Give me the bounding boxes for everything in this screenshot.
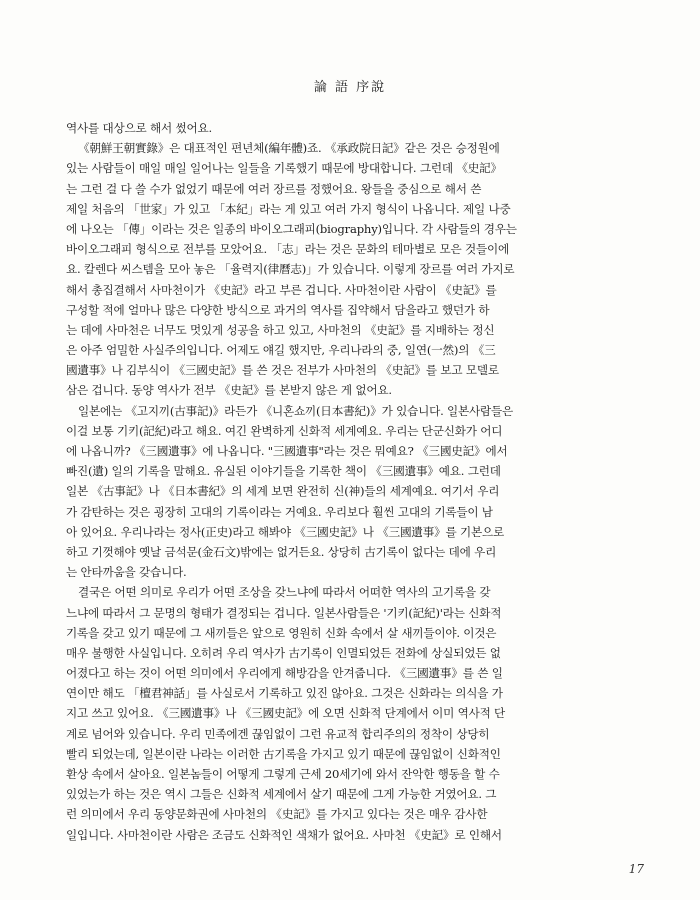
text-line: 매우 불행한 사실입니다. 오히려 우리 역사가 古기록이 인멸되었든 전화에 상실되었든 없 xyxy=(66,645,501,660)
page-number: 17 xyxy=(628,862,644,876)
text-line: 아 있어요. 우리나라는 정사(正史)라고 해봐야 《三國史記》나 《三國遺事》를 기본으로 xyxy=(66,524,505,539)
running-header: 論 語 序說 xyxy=(313,80,387,95)
text-line: 이걸 보통 기키(記紀)라고 해요. 여긴 완벽하게 신화적 세계예요. 우리는 단군신화가 어디 xyxy=(66,423,503,438)
text-line: 빨리 되었는데, 일본이란 나라는 이러한 古기록을 가지고 있기 때문에 끊임없이 신화적인 xyxy=(66,746,501,761)
text-line: 가 감탄하는 것은 굉장히 고대의 기록이라는 거예요. 우리보다 훨씬 고대의 기록들이 남 xyxy=(66,504,493,519)
paragraph xyxy=(66,118,644,138)
text-line: 《朝鮮王朝實錄》은 대표적인 편년체(編年體)죠. 《承政院日記》같은 것은 승정원에 xyxy=(78,141,500,156)
paragraph xyxy=(66,582,644,844)
text-line: 삼은 겁니다. 동양 역사가 전부 《史記》를 본받지 않은 게 없어요. xyxy=(66,383,392,398)
text-line: 지고 쓰고 있어요. 《三國遺事》나 《三國史記》에 오면 신화적 단계에서 이미 역사적 단 xyxy=(66,706,506,721)
text-line: 는 안타까움을 갖습니다. xyxy=(66,565,187,580)
text-line: 있었는가 하는 것은 역시 그들은 신화적 세계에서 살기 때문에 그게 가능한 거였어요. 그 xyxy=(66,787,497,802)
text-line: 빠진(遺) 일의 기록을 말해요. 유실된 이야기들을 기록한 책이 《三國遺事》예요. 그런데 xyxy=(66,464,501,479)
paragraph xyxy=(66,138,644,400)
text-line: 에 나옵니까? 《三國遺事》에 나옵니다. "三國遺事"라는 것은 뭐예요? 《三國史記》에서 xyxy=(66,444,508,458)
text-line: 하고 기껏해야 옛날 금석문(金石文)밖에는 없거든요. 상당히 古기록이 없다는 데에 우리 xyxy=(66,544,497,559)
text-line: 일입니다. 사마천이란 사람은 조금도 신화적인 색채가 없어요. 사마천 《史記》로 인해서 xyxy=(66,827,502,842)
text-line: 역사를 대상으로 해서 썼어요. xyxy=(66,121,212,135)
text-line: 어졌다고 하는 것이 어떤 의미에서 우리에게 해방감을 안겨줍니다. 《三國遺事》를 쓴 일 xyxy=(66,666,503,681)
paragraph xyxy=(66,401,644,583)
text-line: 연이만 해도 「檀君神話」를 사실로서 기록하고 있진 않아요. 그것은 신화라는 의식을 가 xyxy=(66,686,503,701)
text-line: 는 그런 걸 다 쓸 수가 없었기 때문에 여러 장르를 정했어요. 왕들을 중심으로 해서 쓴 xyxy=(66,181,482,196)
body-text xyxy=(66,118,644,845)
text-line: 느냐에 따라서 그 문명의 형태가 결정되는 겁니다. 일본사람들은 '기키(記紀)'라는 신화적 xyxy=(66,605,502,620)
text-line: 國遺事》나 김부식이 《三國史記》를 쓴 것은 전부가 사마천의 《史記》를 보고 모델로 xyxy=(66,363,499,378)
text-line: 런 의미에서 우리 동양문화권에 사마천의 《史記》를 가지고 있다는 것은 매우 감사한 xyxy=(66,807,488,822)
text-line: 결국은 어떤 의미로 우리가 어떤 조상을 갖느냐에 따라서 어떠한 역사의 고기록을 갖 xyxy=(78,585,491,600)
text-line: 바이오그래피 형식으로 전부를 모았어요. 「志」라는 것은 문화의 테마별로 모은 것들이에 xyxy=(66,242,510,257)
text-line: 계로 넘어와 있습니다. 우리 민족에겐 끊임없이 그런 유교적 합리주의의 정착이 상당히 xyxy=(66,726,490,741)
text-line: 해서 총집결해서 사마천이가 《史記》라고 부른 겁니다. 사마천이란 사람이 《史記》를 xyxy=(66,282,497,297)
text-line: 있는 사람들이 매일 매일 일어나는 일들을 기록했기 때문에 방대합니다. 그런데 《史記》 xyxy=(66,161,502,176)
text-line: 는 데에 사마천은 너무도 멋있게 성공을 하고 있고, 사마천의 《史記》를 지배하는 정신 xyxy=(66,322,495,337)
text-line: 은 아주 엄밀한 사실주의입니다. 어제도 얘길 했지만, 우리나라의 중, 일연(一然)의 《三 xyxy=(66,343,496,358)
text-line: 구성할 적에 얼마나 많은 다양한 방식으로 과거의 역사를 집약해서 담을라고 했던가 하 xyxy=(66,302,490,317)
text-line: 에 나오는 「傳」이라는 것은 일종의 바이오그래피(biography)입니다. 각 사람들의 경우는 xyxy=(66,221,517,236)
text-line: 요. 칼렌다 씨스템을 모아 놓은 「율력지(律曆志)」가 있습니다. 이렇게 장르를 여러 가지로 xyxy=(66,262,515,277)
text-line: 제일 처음의 「世家」가 있고 「本紀」라는 게 있고 여러 가지 형식이 나옵니다. 제일 나중 xyxy=(66,201,511,216)
text-line: 일본 《古事記》나 《日本書紀》의 세계 보면 완전히 신(神)들의 세계예요. 여기서 우리 xyxy=(66,484,500,499)
text-line: 환상 속에서 살아요. 일본놈들이 어떻게 그렇게 근세 20세기에 와서 잔악한 행동을 할 수 xyxy=(66,767,500,781)
text-line: 기록을 갖고 있기 때문에 그 새끼들은 앞으로 영원히 신화 속에서 살 새끼들이야. 이것은 xyxy=(66,625,497,640)
text-line: 일본에는 《고지끼(古事記)》라든가 《니혼쇼끼(日本書紀)》가 있습니다. 일본사람들은 xyxy=(78,403,514,418)
